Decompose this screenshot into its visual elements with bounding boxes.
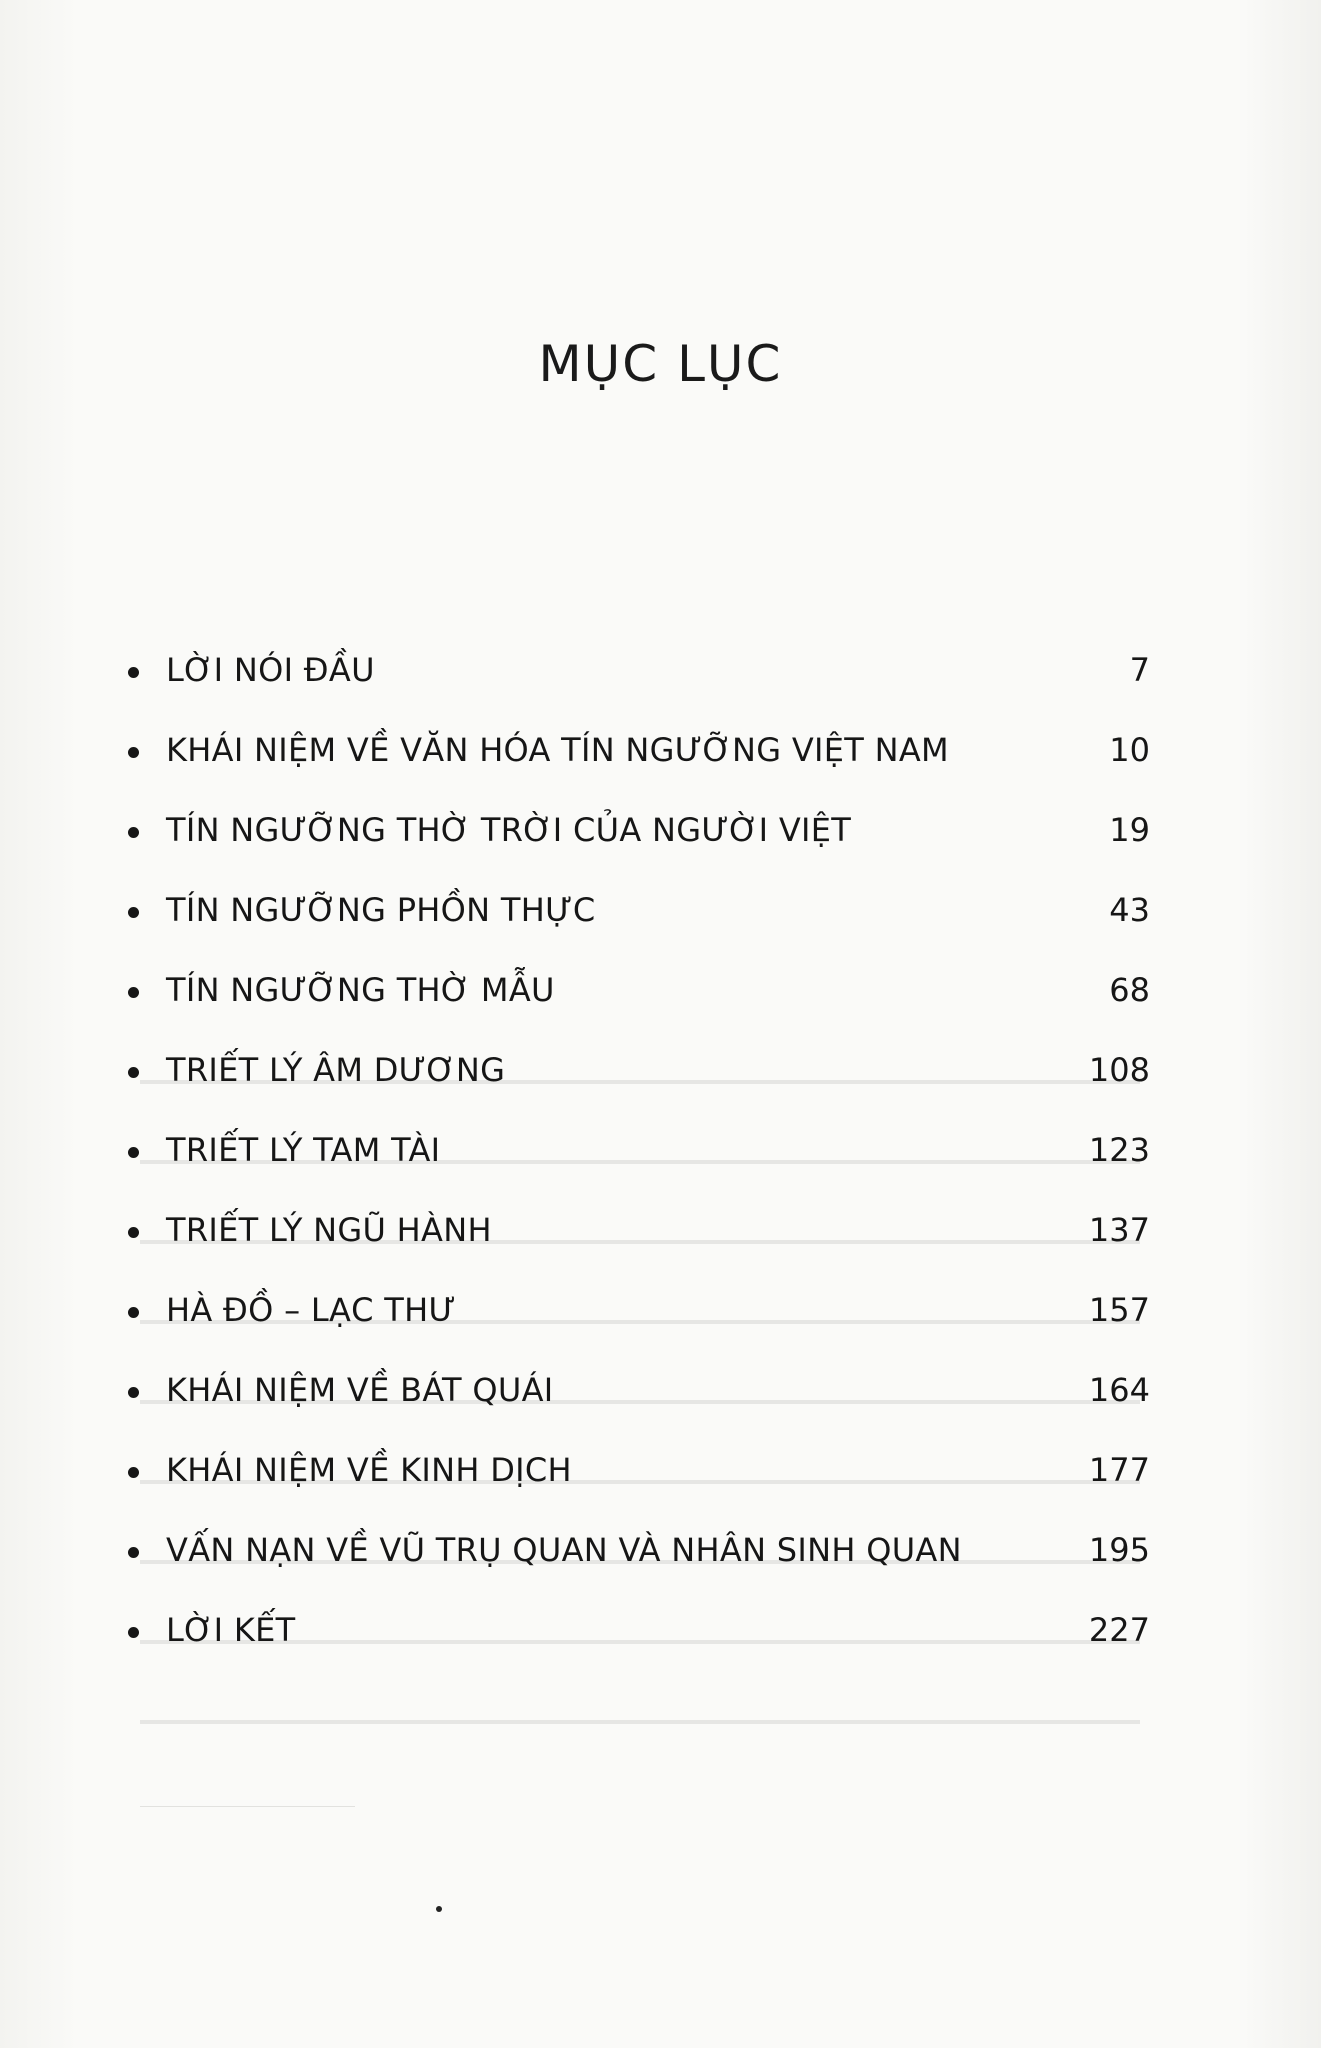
toc-entry-page-number: 68 xyxy=(1109,971,1150,1009)
toc-entry-page-number: 43 xyxy=(1109,891,1150,929)
table-of-contents xyxy=(120,630,1150,1670)
bullet-icon xyxy=(128,827,139,838)
toc-entry-title: KHÁI NIỆM VỀ VĂN HÓA TÍN NGƯỠNG VIỆT NAM xyxy=(166,731,949,769)
toc-entry-title: TRIẾT LÝ TAM TÀI xyxy=(166,1131,441,1169)
footnote-divider xyxy=(140,1806,355,1807)
toc-entry[interactable] xyxy=(120,1510,1150,1590)
toc-entry-title: LỜI NÓI ĐẦU xyxy=(166,651,375,689)
toc-entry[interactable] xyxy=(120,1430,1150,1510)
toc-entry-title: HÀ ĐỒ – LẠC THƯ xyxy=(166,1291,457,1329)
toc-entry[interactable] xyxy=(120,1030,1150,1110)
toc-entry[interactable] xyxy=(120,1270,1150,1350)
bullet-icon xyxy=(128,1227,139,1238)
bullet-icon xyxy=(128,1307,139,1318)
bullet-icon xyxy=(128,747,139,758)
toc-entry-title: LỜI KẾT xyxy=(166,1611,296,1649)
toc-entry[interactable] xyxy=(120,870,1150,950)
toc-entry[interactable] xyxy=(120,790,1150,870)
toc-entry-title: TÍN NGƯỠNG PHỒN THỰC xyxy=(166,891,596,929)
bullet-icon xyxy=(128,1387,139,1398)
toc-entry[interactable] xyxy=(120,710,1150,790)
toc-entry-page-number: 177 xyxy=(1088,1451,1150,1489)
toc-entry-title: TÍN NGƯỠNG THỜ TRỜI CỦA NGƯỜI VIỆT xyxy=(166,811,852,849)
toc-entry-title: TRIẾT LÝ ÂM DƯƠNG xyxy=(166,1051,506,1089)
toc-entry-title: KHÁI NIỆM VỀ KINH DỊCH xyxy=(166,1451,572,1489)
bullet-icon xyxy=(128,987,139,998)
toc-entry-page-number: 19 xyxy=(1109,811,1150,849)
toc-entry[interactable] xyxy=(120,1190,1150,1270)
page-title: MỤC LỤC xyxy=(538,335,783,393)
bullet-icon xyxy=(128,1067,139,1078)
bullet-icon xyxy=(128,907,139,918)
toc-entry[interactable] xyxy=(120,1110,1150,1190)
bullet-icon xyxy=(128,1627,139,1638)
bullet-icon xyxy=(128,1547,139,1558)
toc-entry-title: TRIẾT LÝ NGŨ HÀNH xyxy=(166,1211,492,1249)
toc-entry-title: VẤN NẠN VỀ VŨ TRỤ QUAN VÀ NHÂN SINH QUAN xyxy=(166,1531,962,1569)
toc-entry-page-number: 157 xyxy=(1088,1291,1150,1329)
bullet-icon xyxy=(128,1467,139,1478)
toc-entry-title: KHÁI NIỆM VỀ BÁT QUÁI xyxy=(166,1371,554,1409)
toc-entry[interactable] xyxy=(120,1350,1150,1430)
toc-entry-page-number: 123 xyxy=(1088,1131,1150,1169)
dot-mark xyxy=(436,1906,442,1912)
toc-entry-title: TÍN NGƯỠNG THỜ MẪU xyxy=(166,971,555,1009)
toc-entry-page-number: 108 xyxy=(1088,1051,1150,1089)
toc-entry-page-number: 7 xyxy=(1129,651,1150,689)
toc-entry-page-number: 195 xyxy=(1088,1531,1150,1569)
toc-entry-page-number: 10 xyxy=(1109,731,1150,769)
bullet-icon xyxy=(128,1147,139,1158)
toc-entry-page-number: 227 xyxy=(1088,1611,1150,1649)
toc-entry[interactable] xyxy=(120,950,1150,1030)
toc-entry-page-number: 137 xyxy=(1088,1211,1150,1249)
bullet-icon xyxy=(128,667,139,678)
toc-entry-page-number: 164 xyxy=(1088,1371,1150,1409)
toc-entry[interactable] xyxy=(120,1590,1150,1670)
toc-entry[interactable] xyxy=(120,630,1150,710)
